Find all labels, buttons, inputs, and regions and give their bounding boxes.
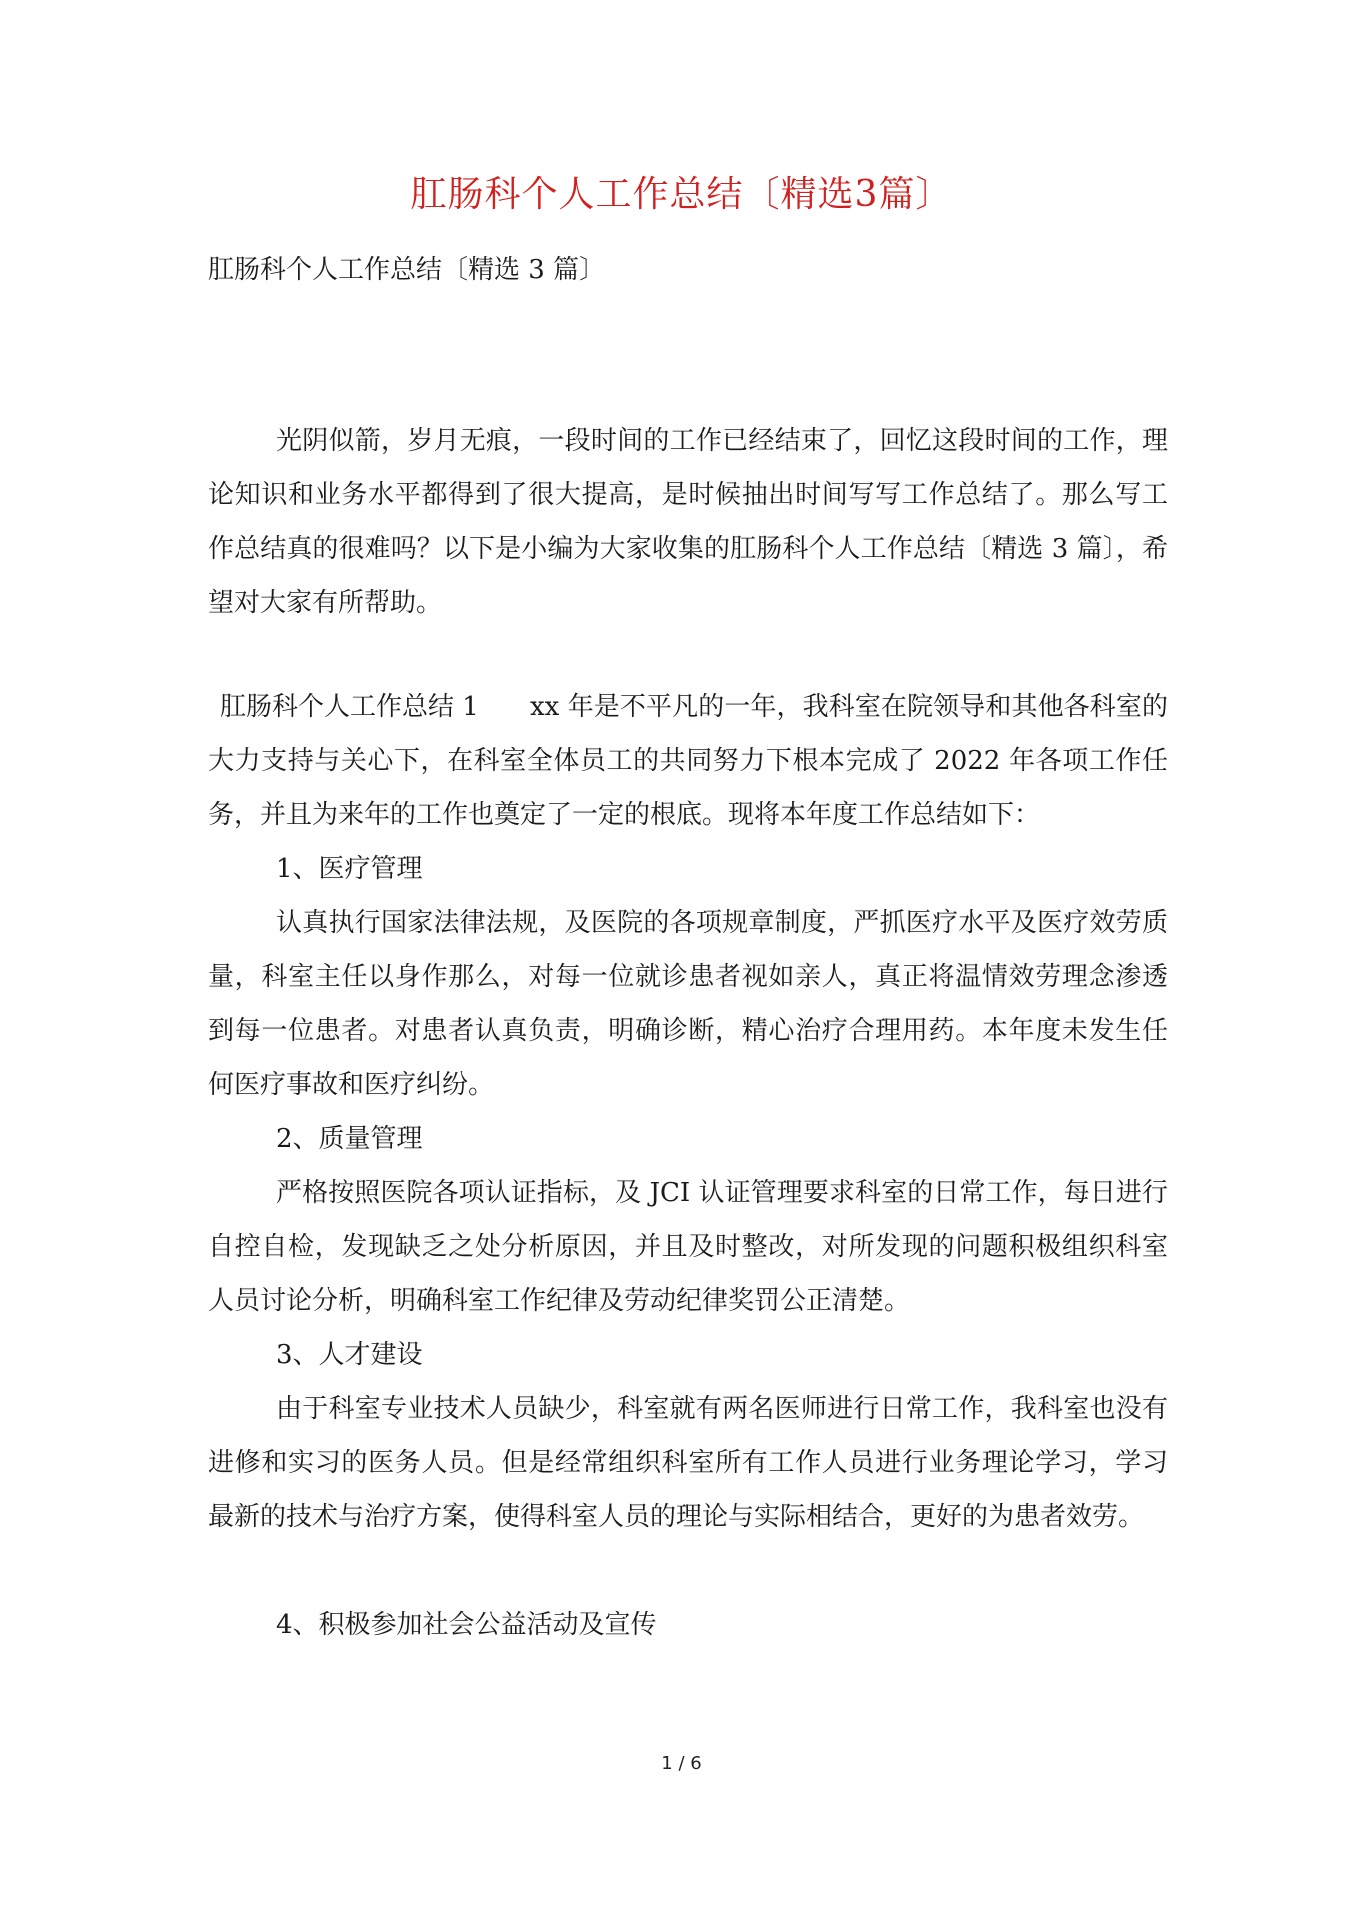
document-subtitle: 肛肠科个人工作总结〔精选 3 篇〕 xyxy=(208,255,606,285)
item-3-heading: 3、人才建设 xyxy=(276,1340,423,1370)
page-number: 1 / 6 xyxy=(661,1753,702,1774)
intro-paragraph: 光阴似箭，岁月无痕，一段时间的工作已经结束了，回忆这段时间的工作，理论知识和业务水平都得到了很大提高，是时候抽出时间写写工作总结了。那么写工作总结真的很难吗？以下是小编为大家收集的肛肠科个人工作总结〔精选 3 篇〕，希望对大家有所帮助。 xyxy=(208,426,1168,618)
item-3-paragraph: 由于科室专业技术人员缺少，科室就有两名医师进行日常工作，我科室也没有进修和实习的医务人员。但是经常组织科室所有工作人员进行业务理论学习，学习最新的技术与治疗方案，使得科室人员的理论与实际相结合，更好的为患者效劳。 xyxy=(208,1394,1168,1532)
item-1-heading: 1、医疗管理 xyxy=(276,854,423,884)
item-4-heading: 4、积极参加社会公益活动及宣传 xyxy=(276,1610,657,1640)
section-1-label: 肛肠科个人工作总结 1 xyxy=(220,692,479,722)
item-2-paragraph: 严格按照医院各项认证指标，及 JCI 认证管理要求科室的日常工作，每日进行自控自检，发现缺乏之处分析原因，并且及时整改，对所发现的问题积极组织科室人员讨论分析，明确科室工作纪律及劳动纪律奖罚公正清楚。 xyxy=(208,1178,1168,1316)
section-1-text: xx 年是不平凡的一年，我科室在院领导和其他各科室的大力支持与关心下，在科室全体员工的共同努力下根本完成了 2022 年各项工作任务，并且为来年的工作也奠定了一定的根底。现将本年度工作总结如下： xyxy=(208,692,1168,830)
section-1-paragraph xyxy=(208,680,1168,842)
item-2-heading: 2、质量管理 xyxy=(276,1124,423,1154)
document-title: 肛肠科个人工作总结〔精选3篇〕 xyxy=(410,174,953,215)
item-1-paragraph: 认真执行国家法律法规，及医院的各项规章制度，严抓医疗水平及医疗效劳质量，科室主任以身作那么，对每一位就诊患者视如亲人，真正将温情效劳理念渗透到每一位患者。对患者认真负责，明确诊断，精心治疗合理用药。本年度未发生任何医疗事故和医疗纠纷。 xyxy=(208,908,1168,1100)
